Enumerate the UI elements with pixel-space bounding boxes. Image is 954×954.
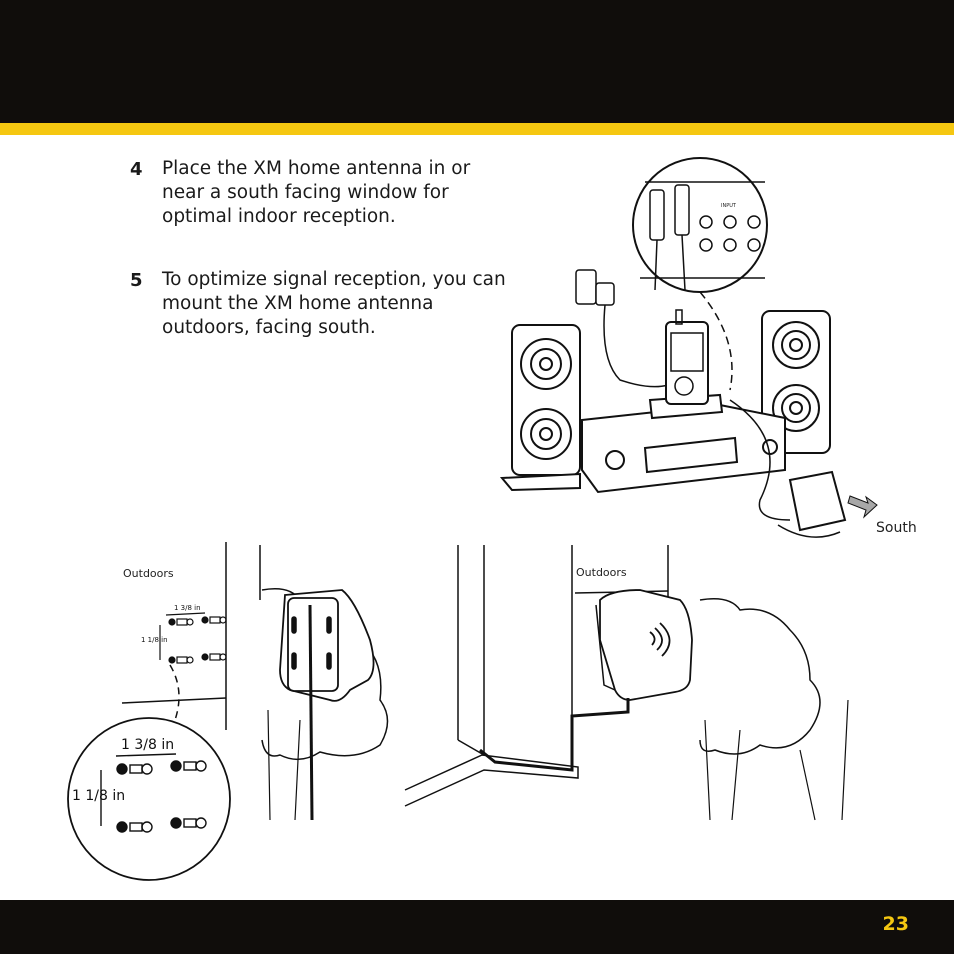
footer-bar: [0, 900, 954, 954]
small-dim-width: 1 3/8 in: [174, 604, 201, 612]
south-label: South: [876, 520, 917, 536]
zoom-dim-width: 1 3/8 in: [121, 737, 175, 753]
step-number: 5: [130, 270, 143, 291]
step-number: 4: [130, 159, 143, 180]
step-text: To optimize signal reception, you can mount the XM home antenna outdoors, facing south.: [162, 269, 506, 338]
outdoors-label-left: Outdoors: [123, 567, 174, 580]
outdoors-label-right: Outdoors: [576, 566, 627, 579]
small-dim-height: 1 1/8 in: [141, 636, 168, 644]
page-number: 23: [882, 913, 909, 935]
step-text: Place the XM home antenna in or near a south facing window for optimal indoor reception.: [162, 158, 471, 227]
zoom-dim-height: 1 1/8 in: [72, 788, 126, 804]
input-label: INPUT: [721, 203, 736, 209]
